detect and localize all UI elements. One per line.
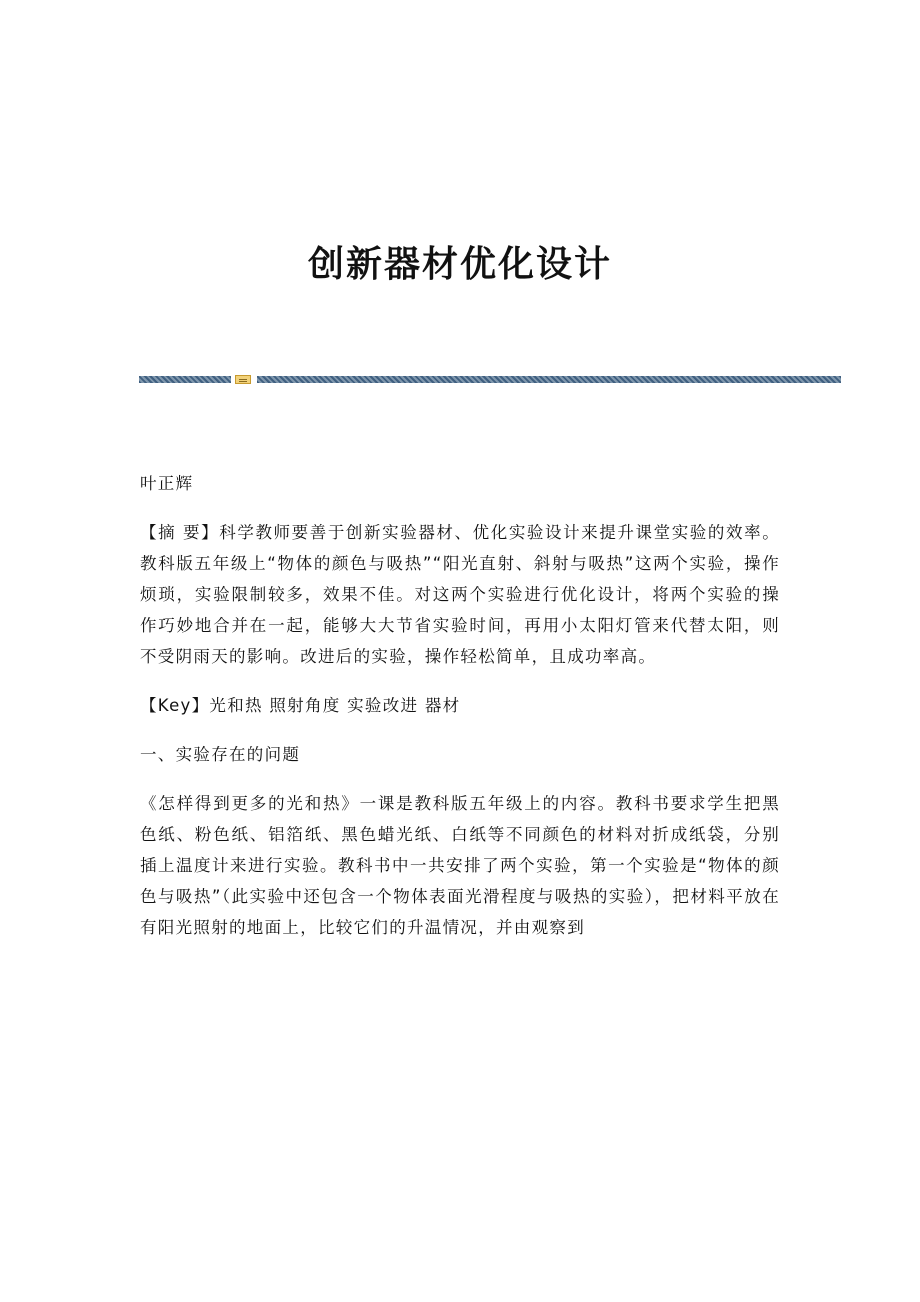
keywords-paragraph [140,690,780,721]
keywords-text: 光和热 照射角度 实验改进 器材 [209,696,461,715]
title-divider [139,375,841,384]
document-body [140,468,780,961]
abstract-paragraph [140,517,780,672]
divider-bar-right [257,376,841,383]
page-title: 创新器材优化设计 [307,243,612,286]
section-heading: 一、实验存在的问题 [140,745,301,764]
abstract-text: 科学教师要善于创新实验器材、优化实验设计来提升课堂实验的效率。教科版五年级上“物体的颜色与吸热”“阳光直射、斜射与吸热”这两个实验，操作烦琐，实验限制较多，效果不佳。对这两个实验进行优化设计，将两个实验的操作巧妙地合并在一起，能够大大节省实验时间，再用小太阳灯管来代替太阳，则不受阴雨天的影响。改进后的实验，操作轻松简单，且成功率高。 [140,523,780,666]
author-name: 叶正辉 [140,474,194,493]
divider-bar-left [139,376,231,383]
divider-ornament-icon [235,375,251,384]
section-paragraph: 《怎样得到更多的光和热》一课是教科版五年级上的内容。教科书要求学生把黑色纸、粉色纸、铝箔纸、黑色蜡光纸、白纸等不同颜色的材料对折成纸袋，分别插上温度计来进行实验。教科书中一共安排了两个实验，第一个实验是“物体的颜色与吸热”（此实验中还包含一个物体表面光滑程度与吸热的实验），把材料平放在有阳光照射的地面上，比较它们的升温情况，并由观察到 [140,794,780,937]
keywords-label: 【Key】 [140,696,210,715]
abstract-label: 【摘 要】 [140,523,220,542]
